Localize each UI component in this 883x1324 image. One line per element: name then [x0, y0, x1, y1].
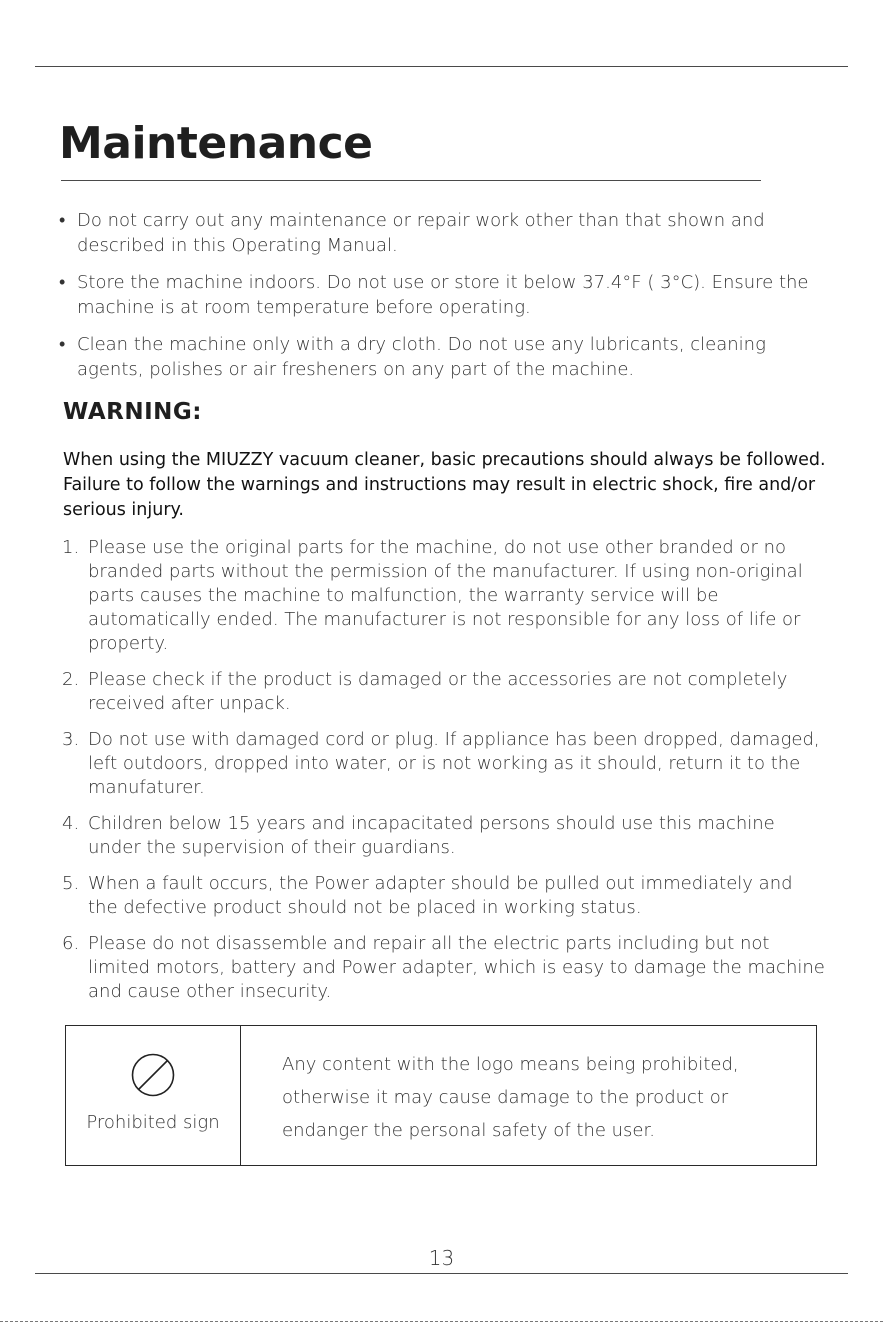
- warning-list: [62, 536, 827, 1016]
- title-underline: [61, 180, 761, 181]
- item-text: Please use the original parts for the machine, do not use other branded or no branded parts without the permission of the manufacturer. If using non-original parts causes the machine to malfunction, the warranty service will be automatically ended. The manufacturer is not responsible for any loss of life or property.: [88, 537, 803, 654]
- item-text: When a fault occurs, the Power adapter should be pulled out immediately and the defective product should not be placed in working status.: [88, 873, 793, 918]
- prohibited-notice-table: [65, 1025, 817, 1166]
- maintenance-list: [59, 208, 829, 394]
- bottom-rule: [35, 1273, 848, 1274]
- item-text: Do not use with damaged cord or plug. If appliance has been dropped, damaged, left outdoors, dropped into water, or is not working as it should, return it to the manufaturer.: [88, 729, 820, 798]
- list-item: [62, 812, 827, 860]
- item-text: Please do not disassemble and repair all the electric parts including but not limited motors, battery and Power adapter, which is easy to damage the machine and cause other insecurity.: [88, 933, 825, 1002]
- item-number: 6.: [62, 933, 80, 954]
- list-item: [59, 270, 829, 320]
- top-rule: [35, 66, 848, 67]
- bullet-marker: •: [59, 272, 66, 293]
- item-number: 5.: [62, 873, 80, 894]
- list-item: [59, 332, 829, 382]
- bullet-text: Do not carry out any maintenance or repair work other than that shown and described in this Operating Manual.: [77, 210, 765, 256]
- warning-intro: When using the MIUZZY vacuum cleaner, basic precautions should always be followed. Failure to follow the warnings and instructions may result in electric shock, fire and/or serious injury.: [63, 450, 826, 520]
- item-text: Please check if the product is damaged or the accessories are not completely received after unpack.: [88, 669, 788, 714]
- list-item: [62, 536, 827, 656]
- warning-heading: WARNING:: [63, 399, 202, 425]
- list-item: [62, 668, 827, 716]
- item-text: Children below 15 years and incapacitated persons should use this machine under the supervision of their guardians.: [88, 813, 775, 858]
- notice-description: Any content with the logo means being prohibited, otherwise it may cause damage to the product or endanger the personal safety of the user.: [282, 1054, 739, 1141]
- item-number: 2.: [62, 669, 80, 690]
- notice-sign-cell: [66, 1026, 241, 1165]
- bullet-text: Store the machine indoors. Do not use or store it below 37.4°F ( 3°C). Ensure the machine is at room temperature before operating.: [77, 272, 809, 318]
- bullet-marker: •: [59, 210, 66, 231]
- bullet-text: Clean the machine only with a dry cloth. Do not use any lubricants, cleaning agents, polishes or air fresheners on any part of the machine.: [77, 334, 766, 380]
- bullet-marker: •: [59, 334, 66, 355]
- sign-label: Prohibited sign: [86, 1112, 220, 1133]
- list-item: [62, 872, 827, 920]
- list-item: [59, 208, 829, 258]
- list-item: [62, 932, 827, 1004]
- page-number: 13: [428, 1246, 455, 1270]
- item-number: 3.: [62, 729, 80, 750]
- prohibited-icon: [130, 1052, 176, 1098]
- item-number: 1.: [62, 537, 80, 558]
- page-edge-dashed-rule: [0, 1321, 883, 1322]
- item-number: 4.: [62, 813, 80, 834]
- page-title: Maintenance: [59, 118, 373, 169]
- list-item: [62, 728, 827, 800]
